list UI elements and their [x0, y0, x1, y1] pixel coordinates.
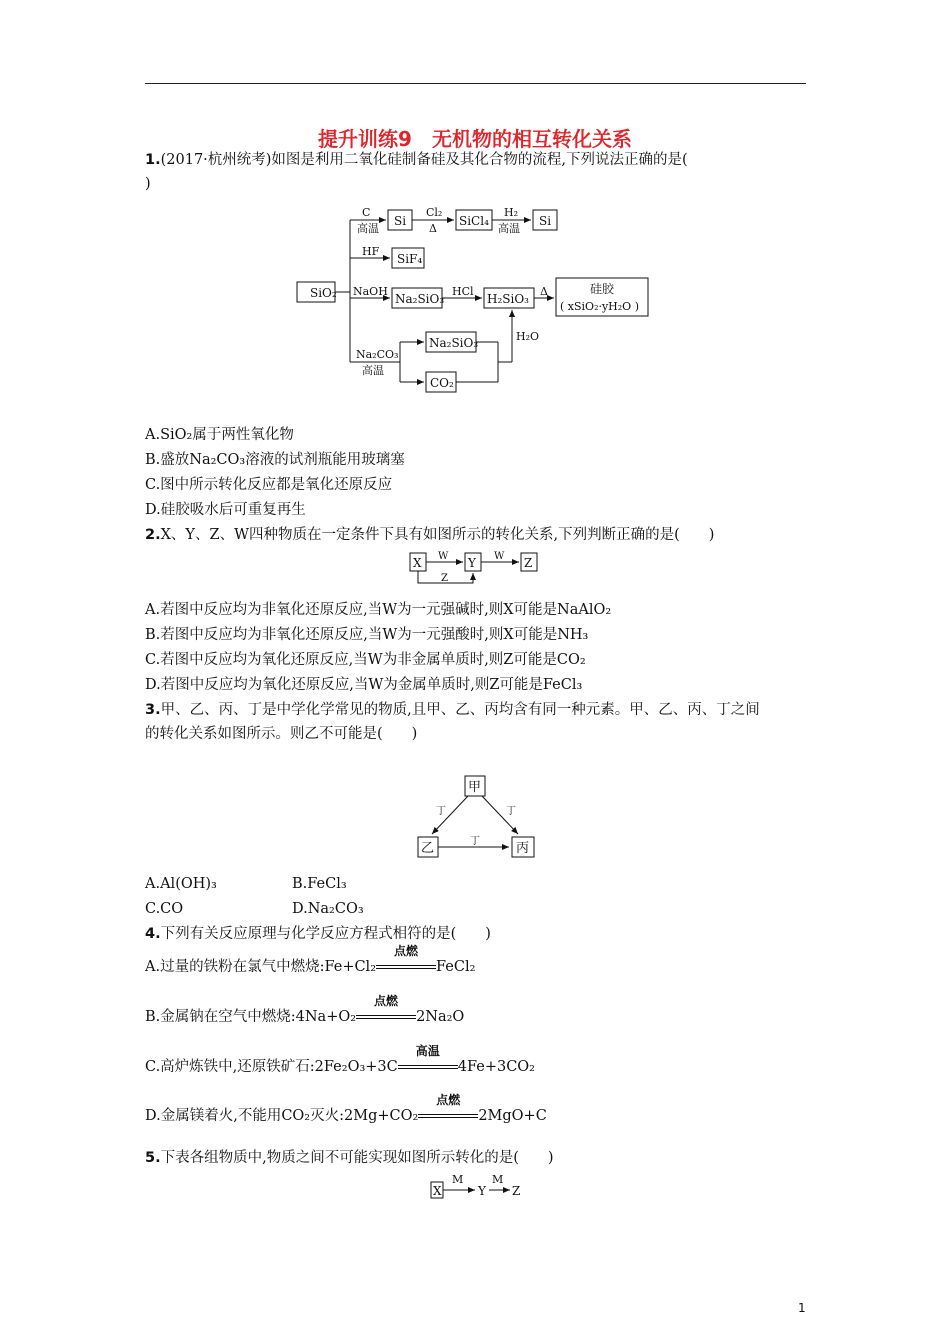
y-label: Y — [468, 556, 476, 570]
sicl4-label: SiCl₄ — [459, 214, 489, 228]
m-label-1: M — [452, 1173, 464, 1186]
equation-arrow — [418, 1093, 478, 1128]
na2co3-label: Na₂CO₃ — [356, 348, 399, 361]
q1-option-d[interactable]: D.硅胶吸水后可重复再生 — [145, 502, 306, 518]
equation-lhs: D.金属镁着火,不能用CO₂灭火:2Mg+CO₂ — [145, 1108, 419, 1124]
q3-option-a[interactable]: A.Al(OH)₃ — [145, 876, 217, 892]
x-label: X — [433, 1184, 442, 1198]
q2-option-c[interactable]: C.若图中反应均为氧化还原反应,当W为非金属单质时,则Z可能是CO₂ — [145, 652, 586, 668]
q1-option-b[interactable]: B.盛放Na₂CO₃溶液的试剂瓶能用玻璃塞 — [145, 452, 405, 468]
question-text: X、Y、Z、W四种物质在一定条件下具有如图所示的转化关系,下列判断正确的是( ) — [160, 527, 715, 543]
z-label: Z — [524, 556, 533, 570]
q4-option-b[interactable] — [145, 994, 465, 1029]
q4-option-c[interactable] — [145, 1044, 535, 1079]
gaowen-label-3: 高温 — [362, 364, 384, 377]
cl2-label: Cl₂ — [426, 206, 443, 219]
ding-label-3: 丁 — [470, 836, 480, 847]
gaowen-label-1: 高温 — [357, 222, 379, 235]
silica-flow-diagram — [290, 200, 660, 400]
question-1-stem — [145, 148, 688, 172]
question-number: 1. — [145, 152, 161, 168]
h2sio3-label: H₂SiO₃ — [487, 292, 529, 306]
reaction-condition: 点燃 — [374, 994, 399, 1008]
bing-label: 丙 — [516, 841, 530, 856]
naoh-label: NaOH — [353, 285, 388, 298]
question-number: 2. — [145, 527, 161, 543]
equation-rhs: 2MgO+C — [478, 1108, 547, 1124]
q2-option-b[interactable]: B.若图中反应均为非氧化还原反应,当W为一元强酸时,则X可能是NH₃ — [145, 627, 589, 643]
z-label: Z — [512, 1184, 521, 1198]
question-number: 4. — [145, 926, 161, 942]
reaction-condition: 点燃 — [436, 1093, 461, 1107]
hf-label: HF — [362, 245, 380, 258]
y-label: Y — [478, 1184, 486, 1198]
question-text: 下列有关反应原理与化学反应方程式相符的是( ) — [160, 926, 491, 942]
equation-lhs: B.金属钠在空气中燃烧:4Na+O₂ — [145, 1009, 357, 1025]
w-label-1: W — [438, 551, 449, 562]
na2sio3-label-2: Na₂SiO₃ — [429, 336, 479, 350]
equation-lhs: C.高炉炼铁中,还原铁矿石:2Fe₂O₃+3C — [145, 1059, 398, 1075]
silica-gel-label: 硅胶 — [590, 282, 615, 296]
z-arrow-label: Z — [441, 573, 448, 584]
question-2-stem — [145, 523, 714, 547]
page-number: 1 — [798, 1301, 806, 1315]
hcl-label: HCl — [452, 285, 474, 298]
si-label-1: Si — [394, 214, 407, 228]
question-text: 甲、乙、丙、丁是中学化学常见的物质,且甲、乙、丙均含有同一种元素。甲、乙、丙、丁之间 — [160, 702, 760, 718]
gaowen-label-2: 高温 — [498, 222, 520, 235]
question-number: 3. — [145, 702, 161, 718]
q2-option-a[interactable]: A.若图中反应均为非氧化还原反应,当W为一元强碱时,则X可能是NaAlO₂ — [145, 602, 612, 618]
question-3-stem-cont: 的转化关系如图所示。则乙不可能是( ) — [145, 726, 418, 742]
q4-option-d[interactable] — [145, 1093, 547, 1128]
q3-option-b[interactable]: B.FeCl₃ — [292, 876, 347, 892]
q2-option-d[interactable]: D.若图中反应均为氧化还原反应,当W为金属单质时,则Z可能是FeCl₃ — [145, 677, 583, 693]
question-text: (2017·杭州统考)如图是利用二氧化硅制备硅及其化合物的流程,下列说法正确的是( — [160, 152, 688, 168]
q4-option-a[interactable] — [145, 944, 476, 979]
si-label-2: Si — [539, 214, 552, 228]
equation-rhs: 2Na₂O — [416, 1009, 465, 1025]
na2sio3-label-1: Na₂SiO₃ — [395, 292, 445, 306]
question-1-stem-cont: ) — [145, 176, 151, 192]
question-3-stem — [145, 698, 760, 722]
question-text: 下表各组物质中,物质之间不可能实现如图所示转化的是( ) — [160, 1150, 554, 1166]
q1-option-a[interactable]: A.SiO₂属于两性氧化物 — [145, 427, 294, 443]
co2-label: CO₂ — [430, 376, 454, 390]
question-5-stem — [145, 1146, 554, 1170]
x-label: X — [413, 556, 422, 570]
h2o-label: H₂O — [516, 330, 540, 343]
h2-label: H₂ — [504, 206, 519, 219]
equation-rhs: FeCl₂ — [436, 959, 476, 975]
equation-arrow — [356, 994, 416, 1029]
question-number: 5. — [145, 1150, 161, 1166]
yi-label: 乙 — [421, 841, 435, 856]
xmymz-diagram — [428, 1170, 528, 1202]
sio2-label: SiO₂ — [310, 286, 337, 300]
m-label-2: M — [492, 1173, 504, 1186]
q3-option-d[interactable]: D.Na₂CO₃ — [292, 901, 364, 917]
q1-option-c[interactable]: C.图中所示转化反应都是氧化还原反应 — [145, 477, 393, 493]
silica-gel-formula: ( xSiO₂·yH₂O ) — [560, 300, 639, 313]
q3-option-c[interactable]: C.CO — [145, 901, 184, 917]
page-title: 提升训练9 无机物的相互转化关系 — [318, 127, 632, 151]
reaction-condition: 点燃 — [394, 944, 419, 958]
ding-label-2: 丁 — [506, 806, 516, 817]
w-label-2: W — [494, 551, 505, 562]
delta-label-2: Δ — [540, 285, 548, 298]
triangle-diagram — [410, 772, 540, 862]
xyz-diagram — [405, 549, 545, 589]
equation-arrow — [376, 944, 436, 979]
reaction-condition: 高温 — [415, 1044, 440, 1058]
delta-label-1: Δ — [429, 222, 437, 235]
question-4-stem — [145, 922, 491, 946]
sif4-label: SiF₄ — [397, 252, 423, 266]
ding-label-1: 丁 — [436, 806, 446, 817]
jia-label: 甲 — [468, 780, 482, 795]
header-rule — [145, 83, 806, 84]
equation-lhs: A.过量的铁粉在氯气中燃烧:Fe+Cl₂ — [145, 959, 377, 975]
equation-arrow — [398, 1044, 458, 1079]
equation-rhs: 4Fe+3CO₂ — [457, 1059, 535, 1075]
c-label: C — [362, 206, 371, 219]
